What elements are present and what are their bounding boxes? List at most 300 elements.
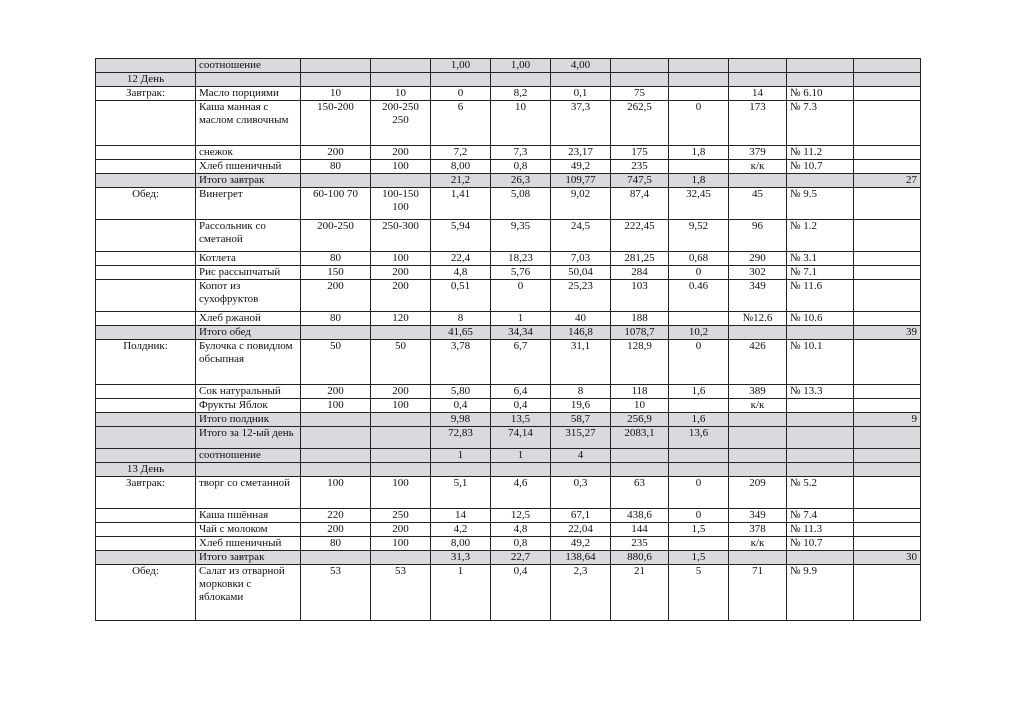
cell-dish: Фрукты Яблок (196, 399, 301, 413)
cell-protein: 72,83 (431, 427, 491, 449)
cell-portion_small: 200-250 (301, 220, 371, 252)
cell-recipe_no: к/к (729, 537, 787, 551)
cell-tech_card: № 11.3 (787, 523, 854, 537)
cell-fat: 6,4 (491, 385, 551, 399)
cell-recipe_no (729, 449, 787, 463)
cell-dish: Салат из отварной морковки с яблоками (196, 565, 301, 621)
cell-portion_small: 200 (301, 280, 371, 312)
cell-kcal: 63 (611, 477, 669, 509)
cell-fat: 74,14 (491, 427, 551, 449)
cell-carbs: 9,02 (551, 188, 611, 220)
menu-rows (96, 59, 921, 621)
cell-cost: 39 (854, 326, 921, 340)
cell-section: Обед: (96, 565, 196, 621)
cell-vitamin_c (669, 463, 729, 477)
cell-carbs: 58,7 (551, 413, 611, 427)
total-row (96, 449, 921, 463)
cell-vitamin_c: 1,5 (669, 523, 729, 537)
cell-section (96, 146, 196, 160)
day-header-row (96, 463, 921, 477)
cell-vitamin_c (669, 87, 729, 101)
cell-protein (431, 463, 491, 477)
cell-protein: 14 (431, 509, 491, 523)
cell-fat: 9,35 (491, 220, 551, 252)
cell-dish: Итого за 12-ый день (196, 427, 301, 449)
cell-fat (491, 73, 551, 87)
cell-portion_small: 100 (301, 399, 371, 413)
cell-cost (854, 477, 921, 509)
cell-fat: 1,00 (491, 59, 551, 73)
cell-portion_small: 50 (301, 340, 371, 385)
table-row (96, 565, 921, 621)
cell-dish (196, 463, 301, 477)
table-row (96, 523, 921, 537)
cell-recipe_no: 173 (729, 101, 787, 146)
cell-fat: 8,2 (491, 87, 551, 101)
cell-carbs: 49,2 (551, 537, 611, 551)
cell-vitamin_c: 1,5 (669, 551, 729, 565)
cell-protein: 5,1 (431, 477, 491, 509)
cell-carbs: 37,3 (551, 101, 611, 146)
cell-protein (431, 73, 491, 87)
cell-vitamin_c: 5 (669, 565, 729, 621)
cell-portion_small: 200 (301, 146, 371, 160)
cell-dish: Сок натуральный (196, 385, 301, 399)
cell-dish: Каша манная с маслом сливочным (196, 101, 301, 146)
cell-tech_card: № 7.4 (787, 509, 854, 523)
cell-portion_small (301, 326, 371, 340)
cell-portion_large: 100 (371, 537, 431, 551)
cell-vitamin_c (669, 160, 729, 174)
cell-section (96, 326, 196, 340)
cell-protein: 5,94 (431, 220, 491, 252)
cell-cost (854, 188, 921, 220)
day-header-row (96, 73, 921, 87)
cell-dish: Булочка с повидлом обсыпная (196, 340, 301, 385)
cell-protein: 31,3 (431, 551, 491, 565)
cell-fat: 18,23 (491, 252, 551, 266)
cell-protein: 9,98 (431, 413, 491, 427)
cell-fat: 6,7 (491, 340, 551, 385)
cell-kcal: 256,9 (611, 413, 669, 427)
cell-section (96, 220, 196, 252)
cell-carbs: 40 (551, 312, 611, 326)
cell-protein: 0,51 (431, 280, 491, 312)
cell-section (96, 280, 196, 312)
cell-section (96, 59, 196, 73)
cell-dish: Рассольник со сметаной (196, 220, 301, 252)
cell-portion_small: 150-200 (301, 101, 371, 146)
cell-portion_large: 200 (371, 385, 431, 399)
cell-cost: 30 (854, 551, 921, 565)
cell-fat: 4,8 (491, 523, 551, 537)
cell-protein: 22,4 (431, 252, 491, 266)
cell-kcal (611, 449, 669, 463)
cell-carbs: 31,1 (551, 340, 611, 385)
cell-carbs: 146,8 (551, 326, 611, 340)
cell-portion_small (301, 449, 371, 463)
cell-carbs: 23,17 (551, 146, 611, 160)
table-row (96, 101, 921, 146)
cell-tech_card (787, 413, 854, 427)
cell-vitamin_c (669, 537, 729, 551)
cell-portion_large: 200-250 250 (371, 101, 431, 146)
cell-dish: Каша пшённая (196, 509, 301, 523)
cell-tech_card: № 10.7 (787, 160, 854, 174)
cell-portion_large: 120 (371, 312, 431, 326)
cell-dish: Винегрет (196, 188, 301, 220)
cell-section (96, 523, 196, 537)
cell-dish: творг со сметанной (196, 477, 301, 509)
cell-cost (854, 463, 921, 477)
cell-tech_card: № 10.1 (787, 340, 854, 385)
cell-section: 13 День (96, 463, 196, 477)
cell-kcal: 235 (611, 537, 669, 551)
cell-cost (854, 220, 921, 252)
cell-recipe_no: 71 (729, 565, 787, 621)
cell-fat: 12,5 (491, 509, 551, 523)
cell-fat (491, 463, 551, 477)
cell-recipe_no (729, 551, 787, 565)
cell-dish: Хлеб ржаной (196, 312, 301, 326)
cell-carbs: 8 (551, 385, 611, 399)
cell-tech_card (787, 427, 854, 449)
cell-tech_card: № 6.10 (787, 87, 854, 101)
cell-vitamin_c (669, 312, 729, 326)
cell-portion_large (371, 427, 431, 449)
cell-portion_large: 250 (371, 509, 431, 523)
cell-portion_small (301, 427, 371, 449)
cell-tech_card (787, 326, 854, 340)
cell-portion_small (301, 174, 371, 188)
cell-vitamin_c: 9,52 (669, 220, 729, 252)
cell-portion_large: 100 (371, 399, 431, 413)
cell-protein: 1,41 (431, 188, 491, 220)
cell-kcal: 2083,1 (611, 427, 669, 449)
cell-carbs: 0,3 (551, 477, 611, 509)
cell-portion_large (371, 174, 431, 188)
cell-tech_card: № 5.2 (787, 477, 854, 509)
cell-recipe_no (729, 427, 787, 449)
cell-cost (854, 252, 921, 266)
cell-kcal: 21 (611, 565, 669, 621)
cell-vitamin_c (669, 399, 729, 413)
cell-dish: Чай с молоком (196, 523, 301, 537)
cell-recipe_no: 378 (729, 523, 787, 537)
cell-carbs: 50,04 (551, 266, 611, 280)
cell-tech_card: № 9.9 (787, 565, 854, 621)
table-row (96, 509, 921, 523)
cell-recipe_no: №12.6 (729, 312, 787, 326)
cell-kcal: 175 (611, 146, 669, 160)
cell-recipe_no (729, 59, 787, 73)
total-row (96, 551, 921, 565)
cell-portion_small: 220 (301, 509, 371, 523)
table-row (96, 266, 921, 280)
cell-portion_large: 100 (371, 160, 431, 174)
cell-carbs: 315,27 (551, 427, 611, 449)
cell-tech_card: № 1.2 (787, 220, 854, 252)
cell-dish: Хлеб пшеничный (196, 160, 301, 174)
cell-tech_card: № 11.6 (787, 280, 854, 312)
cell-protein: 0,4 (431, 399, 491, 413)
cell-kcal (611, 59, 669, 73)
cell-protein: 8,00 (431, 537, 491, 551)
cell-cost (854, 385, 921, 399)
cell-protein: 1 (431, 565, 491, 621)
table-row (96, 87, 921, 101)
cell-protein: 0 (431, 87, 491, 101)
cell-portion_large: 200 (371, 280, 431, 312)
cell-section (96, 174, 196, 188)
cell-protein: 8 (431, 312, 491, 326)
cell-portion_small: 80 (301, 160, 371, 174)
cell-cost: 27 (854, 174, 921, 188)
cell-portion_small (301, 73, 371, 87)
cell-dish: Рис рассыпчатый (196, 266, 301, 280)
cell-kcal (611, 73, 669, 87)
cell-section: Обед: (96, 188, 196, 220)
cell-tech_card (787, 449, 854, 463)
cell-tech_card: № 3.1 (787, 252, 854, 266)
cell-vitamin_c: 1,8 (669, 174, 729, 188)
cell-recipe_no: к/к (729, 399, 787, 413)
menu-table (95, 58, 921, 621)
cell-carbs: 2,3 (551, 565, 611, 621)
cell-tech_card (787, 463, 854, 477)
cell-fat: 5,76 (491, 266, 551, 280)
cell-recipe_no: 14 (729, 87, 787, 101)
cell-fat: 22,7 (491, 551, 551, 565)
cell-carbs: 24,5 (551, 220, 611, 252)
cell-portion_large: 100 (371, 252, 431, 266)
cell-portion_small: 200 (301, 385, 371, 399)
cell-section (96, 427, 196, 449)
cell-portion_large: 200 (371, 523, 431, 537)
cell-fat: 0,4 (491, 565, 551, 621)
cell-dish: соотношение (196, 59, 301, 73)
cell-tech_card: № 7.3 (787, 101, 854, 146)
cell-cost (854, 146, 921, 160)
cell-portion_large: 200 (371, 146, 431, 160)
cell-kcal: 281,25 (611, 252, 669, 266)
cell-carbs (551, 73, 611, 87)
cell-vitamin_c: 0 (669, 266, 729, 280)
cell-fat: 13,5 (491, 413, 551, 427)
table-row (96, 399, 921, 413)
cell-fat: 0,8 (491, 537, 551, 551)
cell-cost (854, 160, 921, 174)
cell-dish: Итого завтрак (196, 174, 301, 188)
cell-cost (854, 537, 921, 551)
cell-fat: 0 (491, 280, 551, 312)
cell-carbs: 25,23 (551, 280, 611, 312)
cell-recipe_no: 349 (729, 509, 787, 523)
cell-carbs: 4 (551, 449, 611, 463)
cell-tech_card: № 10.6 (787, 312, 854, 326)
cell-section (96, 537, 196, 551)
cell-kcal: 144 (611, 523, 669, 537)
cell-vitamin_c: 13,6 (669, 427, 729, 449)
cell-kcal: 880,6 (611, 551, 669, 565)
total-row (96, 413, 921, 427)
cell-tech_card: № 11.2 (787, 146, 854, 160)
cell-protein: 21,2 (431, 174, 491, 188)
cell-protein: 4,8 (431, 266, 491, 280)
cell-vitamin_c (669, 73, 729, 87)
cell-cost (854, 399, 921, 413)
cell-portion_large (371, 463, 431, 477)
cell-fat: 34,34 (491, 326, 551, 340)
cell-tech_card (787, 174, 854, 188)
cell-section: Завтрак: (96, 477, 196, 509)
cell-section: Завтрак: (96, 87, 196, 101)
cell-tech_card (787, 551, 854, 565)
cell-portion_large: 10 (371, 87, 431, 101)
cell-kcal: 222,45 (611, 220, 669, 252)
cell-portion_large: 100 (371, 477, 431, 509)
cell-carbs: 0,1 (551, 87, 611, 101)
cell-carbs: 22,04 (551, 523, 611, 537)
cell-fat: 26,3 (491, 174, 551, 188)
cell-dish: Итого завтрак (196, 551, 301, 565)
cell-kcal: 75 (611, 87, 669, 101)
cell-cost (854, 340, 921, 385)
cell-portion_small: 80 (301, 537, 371, 551)
cell-portion_large (371, 551, 431, 565)
cell-vitamin_c: 0 (669, 509, 729, 523)
cell-recipe_no: к/к (729, 160, 787, 174)
cell-kcal: 438,6 (611, 509, 669, 523)
cell-carbs: 19,6 (551, 399, 611, 413)
cell-dish: Итого полдник (196, 413, 301, 427)
cell-recipe_no: 290 (729, 252, 787, 266)
cell-cost (854, 509, 921, 523)
cell-carbs: 4,00 (551, 59, 611, 73)
cell-portion_small: 100 (301, 477, 371, 509)
cell-fat: 7,3 (491, 146, 551, 160)
cell-portion_small: 200 (301, 523, 371, 537)
cell-fat: 10 (491, 101, 551, 146)
cell-protein: 6 (431, 101, 491, 146)
cell-dish (196, 73, 301, 87)
cell-dish: Котлета (196, 252, 301, 266)
cell-kcal: 103 (611, 280, 669, 312)
cell-carbs: 49,2 (551, 160, 611, 174)
cell-section (96, 551, 196, 565)
cell-cost (854, 449, 921, 463)
cell-protein: 4,2 (431, 523, 491, 537)
cell-recipe_no (729, 463, 787, 477)
cell-kcal: 1078,7 (611, 326, 669, 340)
cell-kcal: 284 (611, 266, 669, 280)
cell-section: 12 День (96, 73, 196, 87)
cell-portion_small: 80 (301, 312, 371, 326)
table-row (96, 252, 921, 266)
cell-recipe_no: 349 (729, 280, 787, 312)
cell-section (96, 449, 196, 463)
cell-dish: снежок (196, 146, 301, 160)
cell-recipe_no: 379 (729, 146, 787, 160)
table-row (96, 280, 921, 312)
cell-portion_small: 10 (301, 87, 371, 101)
cell-portion_large (371, 59, 431, 73)
cell-protein: 41,65 (431, 326, 491, 340)
cell-kcal: 188 (611, 312, 669, 326)
cell-protein: 1 (431, 449, 491, 463)
cell-tech_card: № 9.5 (787, 188, 854, 220)
cell-portion_small: 60-100 70 (301, 188, 371, 220)
cell-fat: 1 (491, 312, 551, 326)
cell-cost (854, 312, 921, 326)
cell-portion_small (301, 551, 371, 565)
cell-vitamin_c: 0 (669, 477, 729, 509)
cell-portion_large (371, 326, 431, 340)
cell-dish: Итого обед (196, 326, 301, 340)
cell-cost (854, 427, 921, 449)
cell-recipe_no: 389 (729, 385, 787, 399)
cell-portion_large: 250-300 (371, 220, 431, 252)
cell-carbs: 7,03 (551, 252, 611, 266)
cell-carbs (551, 463, 611, 477)
cell-portion_small: 80 (301, 252, 371, 266)
cell-section (96, 385, 196, 399)
cell-kcal (611, 463, 669, 477)
cell-fat: 4,6 (491, 477, 551, 509)
cell-cost (854, 59, 921, 73)
cell-carbs: 67,1 (551, 509, 611, 523)
table-row (96, 340, 921, 385)
cell-cost (854, 266, 921, 280)
cell-kcal: 118 (611, 385, 669, 399)
cell-dish: Хлеб пшеничный (196, 537, 301, 551)
cell-portion_small (301, 463, 371, 477)
cell-portion_small: 53 (301, 565, 371, 621)
cell-kcal: 10 (611, 399, 669, 413)
cell-portion_small (301, 413, 371, 427)
cell-section (96, 252, 196, 266)
cell-recipe_no (729, 73, 787, 87)
table-row (96, 146, 921, 160)
cell-section (96, 101, 196, 146)
cell-vitamin_c: 1,8 (669, 146, 729, 160)
cell-portion_small (301, 59, 371, 73)
cell-protein: 1,00 (431, 59, 491, 73)
cell-tech_card: № 13.3 (787, 385, 854, 399)
cell-protein: 5,80 (431, 385, 491, 399)
cell-recipe_no: 426 (729, 340, 787, 385)
table-row (96, 537, 921, 551)
cell-cost (854, 523, 921, 537)
cell-vitamin_c: 0,68 (669, 252, 729, 266)
cell-recipe_no (729, 326, 787, 340)
cell-carbs: 109,77 (551, 174, 611, 188)
cell-kcal: 235 (611, 160, 669, 174)
cell-cost (854, 280, 921, 312)
cell-section (96, 509, 196, 523)
cell-portion_large (371, 73, 431, 87)
cell-cost (854, 73, 921, 87)
cell-vitamin_c: 32,45 (669, 188, 729, 220)
cell-cost (854, 565, 921, 621)
cell-portion_large (371, 449, 431, 463)
cell-protein: 7,2 (431, 146, 491, 160)
cell-recipe_no (729, 174, 787, 188)
cell-recipe_no: 302 (729, 266, 787, 280)
cell-cost (854, 87, 921, 101)
cell-section (96, 399, 196, 413)
cell-tech_card: № 7.1 (787, 266, 854, 280)
